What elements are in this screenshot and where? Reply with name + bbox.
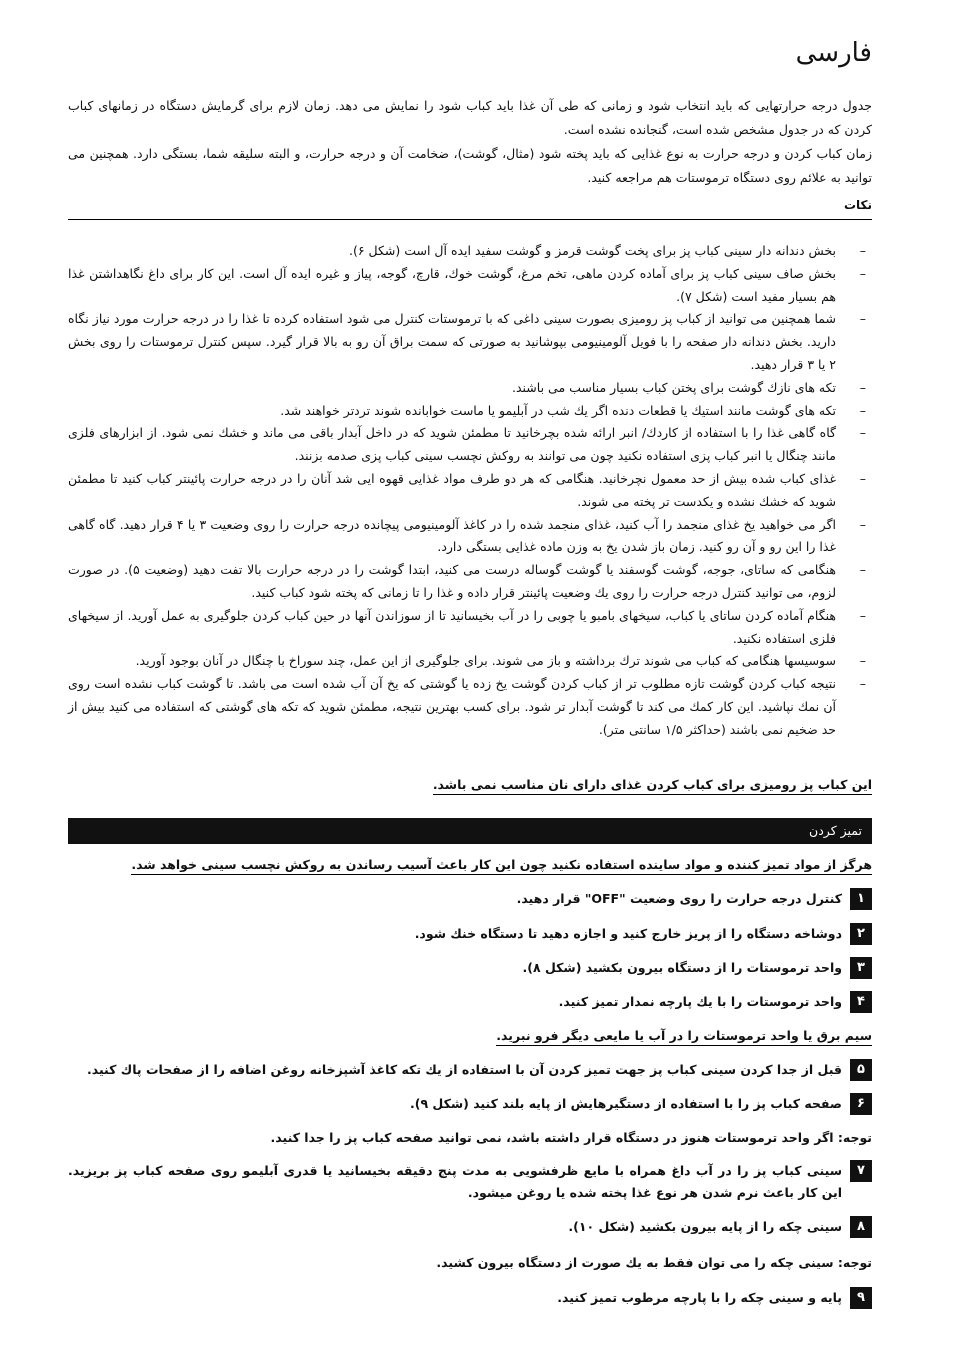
tip-item: – اگر می خواهید یخ غذای منجمد را آب کنید، غذای منجمد شده را در کاغذ آلومینیومی پیچانده درجه حرارت را روی وضعیت ۳ یا ۴ قرار دهید. گاه گاهی غذا را این رو و آن رو کنید. زمان باز شدن یخ به وزن ماده غذایی بستگی دارد. <box>68 516 866 555</box>
step-text: قبل از جدا کردن سینی کباب پز جهت تمیز کردن آن با استفاده از یك تکه کاغذ آشپزخانه روغن اضافه را از صفحات پاك کنید. <box>86 1062 842 1077</box>
step-text: دوشاخه دستگاه را از پریز خارج کنید و اجازه دهید تا دستگاه خنك شود. <box>414 926 842 941</box>
tip-text: تکه های نازك گوشت برای پختن کباب بسیار مناسب می باشند. <box>511 379 836 395</box>
warning-water: سیم برق یا واحد ترموستات را در آب یا مایعی دیگر فرو نبرید. <box>496 1028 872 1046</box>
tip-item: – غذای کباب شده بیش از حد معمول نچرخانید. هنگامی که هر دو طرف مواد غذایی قهوه ایی شد آنان را در درجه حرارت پائینتر کباب کنید تا مطمئن شوید که خشك نشده و یکدست تر پخته می شوند. <box>68 470 866 509</box>
step-number: ۱ <box>850 888 872 910</box>
tip-item: – تکه های گوشت مانند استیك یا قطعات دنده اگر یك شب در آبلیمو یا ماست خوابانده شوند تردتر خواهند شد. <box>280 402 866 418</box>
cleaning-step <box>68 1216 872 1238</box>
step-text: پایه و سینی چکه را با پارچه مرطوب تمیز کنید. <box>557 1290 842 1305</box>
tip-item: – سوسیسها هنگامی که کباب می شوند ترك برداشته و باز می شوند. برای جلوگیری از این عمل، چند سوراخ با چنگال در آنان بوجود آورید. <box>135 653 866 669</box>
tip-item: – گاه گاهی غذا را با استفاده از کاردك/ انبر ارائه شده بچرخانید تا مطمئن شوید که در داخل آبدار باقی می ماند و خشك نمی شود. از ابزارهای فلزی مانند چنگال یا انبر کباب پزی استفاده نکنید چون می توانند به روکش نچسب سینی کباب پزی صدمه بزنند. <box>68 425 866 464</box>
note-thermostat: توجه: اگر واحد ترموستات هنوز در دستگاه قرار داشته باشد، نمی توانید صفحه کباب پز را جدا کنید. <box>270 1130 872 1145</box>
step-text: صفحه کباب پز را با استفاده از دستگیرهایش از پایه بلند کنید (شکل ۹). <box>409 1096 842 1111</box>
intro-paragraph: جدول درجه حرارتهایی که باید انتخاب شود و زمانی که طی آن غذا باید کباب شود را نمایش می دهد. زمان لازم برای گرمایش دستگاه در زمانهای کباب کردن که در جدول مشخص شده است، گنجانده نشده است. <box>68 98 872 137</box>
tip-item: – بخش صاف سینی کباب پز برای آماده کردن ماهی، تخم مرغ، گوشت خوك، قارچ، گوجه، پیاز و غیره ایده آل است. این کار برای داغ نگاهداشتن غذا هم بسیار مفید است (شکل ۷). <box>68 265 866 304</box>
cleaning-step <box>68 1160 872 1204</box>
cleaning-step <box>68 888 872 910</box>
tip-text: تکه های گوشت مانند استیك یا قطعات دنده اگر یك شب در آبلیمو یا ماست خوابانده شوند تردتر خواهند شد. <box>280 402 836 418</box>
tip-item: – بخش دندانه دار سینی کباب پز برای پخت گوشت قرمز و گوشت سفید ایده آل است (شکل ۶). <box>348 243 866 258</box>
step-number: ۵ <box>850 1059 872 1081</box>
tip-text: بخش صاف سینی کباب پز برای آماده کردن ماهی، تخم مرغ، گوشت خوك، قارچ، گوجه، پیاز و غیره ایده آل است. این کار برای داغ نگاهداشتن غذا هم بسیار مفید است (شکل ۷). <box>68 265 836 304</box>
step-text: واحد ترموستات را از دستگاه بیرون بکشید (شکل ۸). <box>522 960 842 975</box>
tip-text: اگر می خواهید یخ غذای منجمد را آب کنید، غذای منجمد شده را در کاغذ آلومینیومی پیچانده درجه حرارت را روی وضعیت ۳ یا ۴ قرار دهید. گاه گاهی غذا را این رو و آن رو کنید. زمان باز شدن یخ به وزن ماده غذایی بستگی دارد. <box>68 516 836 555</box>
tip-text: هنگامی که ساتای، جوجه، گوشت گوسفند یا گوشت گوساله درست می کنید، ابتدا گوشت را در درجه حرارت بالا تفت دهید (وضعیت ۵). در صورت لزوم، می توانید کنترل درجه حرارت را روی یك وضعیت پائینتر قرار داده و غذا را تا زمانی که پخته شود کباب کنید. <box>68 562 836 600</box>
tip-item: – هنگامی که ساتای، جوجه، گوشت گوسفند یا گوشت گوساله درست می کنید، ابتدا گوشت را در درجه حرارت بالا تفت دهید (وضعیت ۵). در صورت لزوم، می توانید کنترل درجه حرارت را روی یك وضعیت پائینتر قرار داده و غذا را تا زمانی که پخته شود کباب کنید. <box>68 562 866 600</box>
tip-item: – هنگام آماده کردن ساتای یا کباب، سیخهای بامبو یا چوبی را در آب بخیسانید تا از سوزاندن آنها در حین کباب کردن جلوگیری به عمل آورید. از سیخهای فلزی استفاده نکنید. <box>68 607 866 646</box>
divider <box>68 219 872 220</box>
tip-text: بخش دندانه دار سینی کباب پز برای پخت گوشت قرمز و گوشت سفید ایده آل است (شکل ۶). <box>348 243 836 258</box>
step-number: ۸ <box>850 1216 872 1238</box>
intro-section <box>68 94 872 190</box>
tip-item: – شما همچنین می توانید از کباب پز رومیزی بصورت سینی داغی که با ترموستات کنترل می شود استفاده کرده تا غذا را در درجه حرارت مورد نیاز نگاه دارید. بخش دندانه دار صفحه را با فویل آلومینیومی بپوشانید به صورتی که سمت براق آن رو به بالا قرار گیرد. سپس کنترل ترموستات را روی بخش ۲ یا ۳ قرار دهید. <box>68 311 866 372</box>
notes-heading: نکات <box>843 198 872 212</box>
cleaning-step <box>68 923 872 945</box>
step-number: ۴ <box>850 991 872 1013</box>
tip-text: شما همچنین می توانید از کباب پز رومیزی بصورت سینی داغی که با ترموستات کنترل می شود استفاده کرده تا غذا را در درجه حرارت مورد نیاز نگاه دارید. بخش دندانه دار صفحه را با فویل آلومینیومی بپوشانید به صورتی که سمت براق آن رو به بالا قرار گیرد. سپس کنترل ترموستات را روی بخش ۲ یا ۳ قرار دهید. <box>68 311 836 372</box>
step-number: ۲ <box>850 923 872 945</box>
step-text: واحد ترموستات را با یك پارچه نمدار تمیز کنید. <box>558 994 842 1009</box>
cleaning-step <box>68 1093 872 1115</box>
cleaning-step <box>68 991 872 1013</box>
tip-item: – نتیجه کباب کردن گوشت تازه مطلوب تر از کباب کردن گوشت یخ زده یا گوشتی که یخ آن آب شده است می باشد. تا گوشت کباب نشده است روی آن نمك نپاشید. این کار کمك می کند تا گوشت آبدار تر شود. برای کسب بهترین نتیجه، مطمئن شوید که تکه های گوشتی که استفاده می کنید بیش از حد ضخیم نمی باشند (حداکثر ۱/۵ سانتی متر). <box>68 676 866 737</box>
cleaning-step <box>68 1059 872 1081</box>
cleaning-step <box>68 1287 872 1309</box>
step-number: ۶ <box>850 1093 872 1115</box>
step-number: ۷ <box>850 1160 872 1182</box>
warning-breaded-food: این کباب پز رومیزی برای کباب کردن غذای دارای نان مناسب نمی باشد. <box>433 777 872 795</box>
tip-text: نتیجه کباب کردن گوشت تازه مطلوب تر از کباب کردن گوشت یخ زده یا گوشتی که یخ آن آب شده است می باشد. تا گوشت کباب نشده است روی آن نمك نپاشید. این کار کمك می کند تا گوشت آبدار تر شود. برای کسب بهترین نتیجه، مطمئن شوید که تکه های گوشتی که استفاده می کنید بیش از حد ضخیم نمی باشند (حداکثر ۱/۵ سانتی متر). <box>68 676 836 737</box>
cleaning-heading-bar: تمیز کردن <box>68 818 872 844</box>
warning-abrasive: هرگز از مواد تمیز کننده و مواد ساینده استفاده نکنید چون این کار باعث آسیب رساندن به روکش نچسب سینی خواهد شد. <box>131 857 872 875</box>
tip-text: گاه گاهی غذا را با استفاده از کاردك/ انبر ارائه شده بچرخانید تا مطمئن شوید که در داخل آبدار باقی می ماند و خشك نمی شود. از ابزارهای فلزی مانند چنگال یا انبر کباب پزی استفاده نکنید چون می توانند به روکش نچسب سینی کباب پزی صدمه بزنند. <box>68 425 836 464</box>
page-title: فارسی <box>795 38 872 68</box>
step-number: ۹ <box>850 1287 872 1309</box>
step-number: ۳ <box>850 957 872 979</box>
intro-paragraph: زمان کباب کردن و درجه حرارت به نوع غذایی که باید پخته شود (مثال، گوشت)، ضخامت آن و درجه حرارت، و البته سلیقه شما، بستگی دارد. همچنین می توانید به علائم روی دستگاه ترموستات هم مراجعه کنید. <box>68 146 872 185</box>
tip-item: – تکه های نازك گوشت برای پختن کباب بسیار مناسب می باشند. <box>511 379 866 395</box>
step-text: سینی چکه را از پایه بیرون بکشید (شکل ۱۰). <box>568 1219 842 1234</box>
note-drip-tray: توجه: سینی چکه را می توان فقط به یك صورت از دستگاه بیرون کشید. <box>436 1255 872 1270</box>
step-text: کنترل درجه حرارت را روی وضعیت "OFF" قرار دهید. <box>516 891 842 906</box>
tip-text: سوسیسها هنگامی که کباب می شوند ترك برداشته و باز می شوند. برای جلوگیری از این عمل، چند سوراخ با چنگال در آنان بوجود آورید. <box>135 653 836 669</box>
tip-text: غذای کباب شده بیش از حد معمول نچرخانید. هنگامی که هر دو طرف مواد غذایی قهوه ایی شد آنان را در درجه حرارت پائینتر کباب کنید تا مطمئن شوید که خشك نشده و یکدست تر پخته می شوند. <box>68 470 836 509</box>
tip-text: هنگام آماده کردن ساتای یا کباب، سیخهای بامبو یا چوبی را در آب بخیسانید تا از سوزاندن آنها در حین کباب کردن جلوگیری به عمل آورید. از سیخهای فلزی استفاده نکنید. <box>68 607 836 646</box>
cleaning-step <box>68 957 872 979</box>
tips-list <box>68 240 872 742</box>
step-text: سینی کباب پز را در آب داغ همراه با مایع ظرفشویی به مدت پنج دقیقه بخیسانید یا قدری آبلیمو روی صفحه کباب پز بریزید. این کار باعث نرم شدن هر نوع غذا پخته شده یا روغن میشود. <box>68 1163 842 1200</box>
